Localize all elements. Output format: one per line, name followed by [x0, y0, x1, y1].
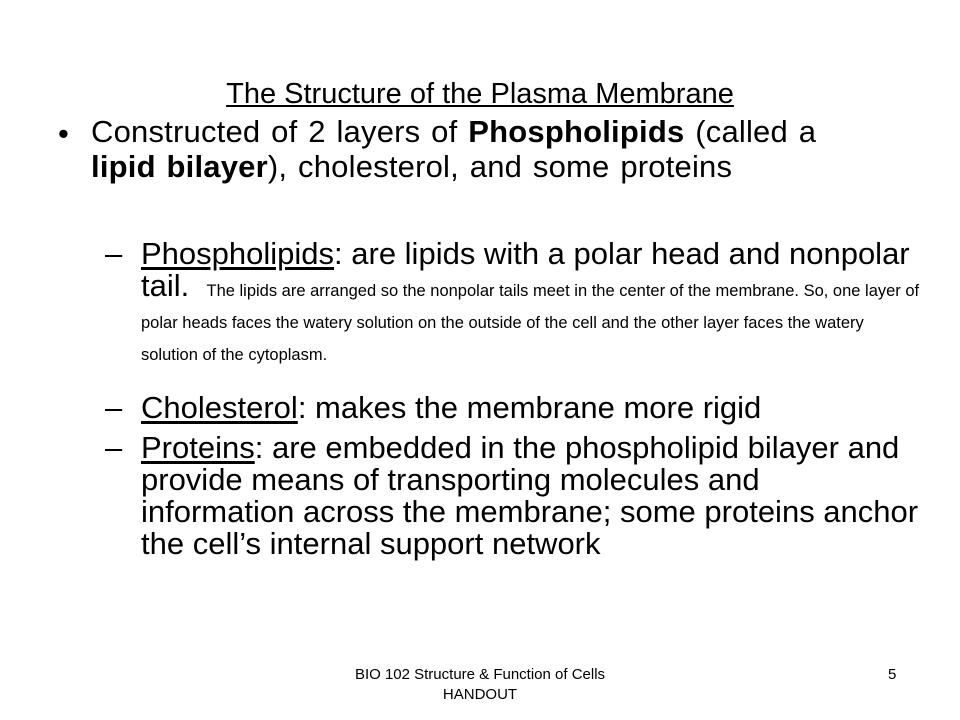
- term-proteins: Proteins: [141, 430, 255, 465]
- subbullet-phospholipids: [105, 238, 925, 366]
- subbullet-body: [141, 392, 921, 424]
- subbullet-body: [141, 432, 921, 560]
- slide-title: The Structure of the Plasma Membrane: [226, 78, 734, 110]
- subbullet-marker: –: [105, 390, 123, 425]
- cholesterol-text: : makes the membrane more rigid: [297, 390, 762, 425]
- subbullet-marker: –: [105, 430, 123, 465]
- term-phospholipids: Phospholipids: [141, 236, 335, 271]
- proteins-text: : are embedded in the phospholipid bilayer and provide means of transporting molecules and information across the membrane; some proteins anchor the cell’s internal support network: [141, 430, 919, 561]
- page-number: 5: [888, 666, 897, 683]
- bullet-text-part3: ), cholesterol, and some proteins: [267, 149, 733, 184]
- bullet-bold-phospholipids: Phospholipids: [468, 114, 685, 149]
- bullet-text-part1: Constructed of 2 layers of: [91, 114, 469, 149]
- bullet-bold-lipid-bilayer: lipid bilayer: [91, 149, 268, 184]
- term-cholesterol: Cholesterol: [141, 390, 298, 425]
- footer-course: BIO 102 Structure & Function of Cells HANDOUT: [354, 666, 606, 703]
- subbullet-cholesterol: [105, 392, 925, 424]
- phospholipids-text: : are lipids with a polar head and nonpolar tail.: [141, 236, 910, 303]
- phospholipids-small-text: The lipids are arranged so the nonpolar tails meet in the center of the membrane. So, one layer of polar heads faces the watery solution on the outside of the cell and the other layer faces the watery solution of the cytoplasm.: [141, 282, 920, 364]
- subbullet-proteins: [105, 432, 925, 560]
- bullet-marker: •: [58, 116, 70, 151]
- main-bullet: [58, 114, 938, 184]
- subbullet-body: [141, 238, 921, 366]
- subbullet-marker: –: [105, 236, 123, 271]
- bullet-text-part2: (called a: [684, 114, 817, 149]
- main-bullet-text: [91, 114, 851, 184]
